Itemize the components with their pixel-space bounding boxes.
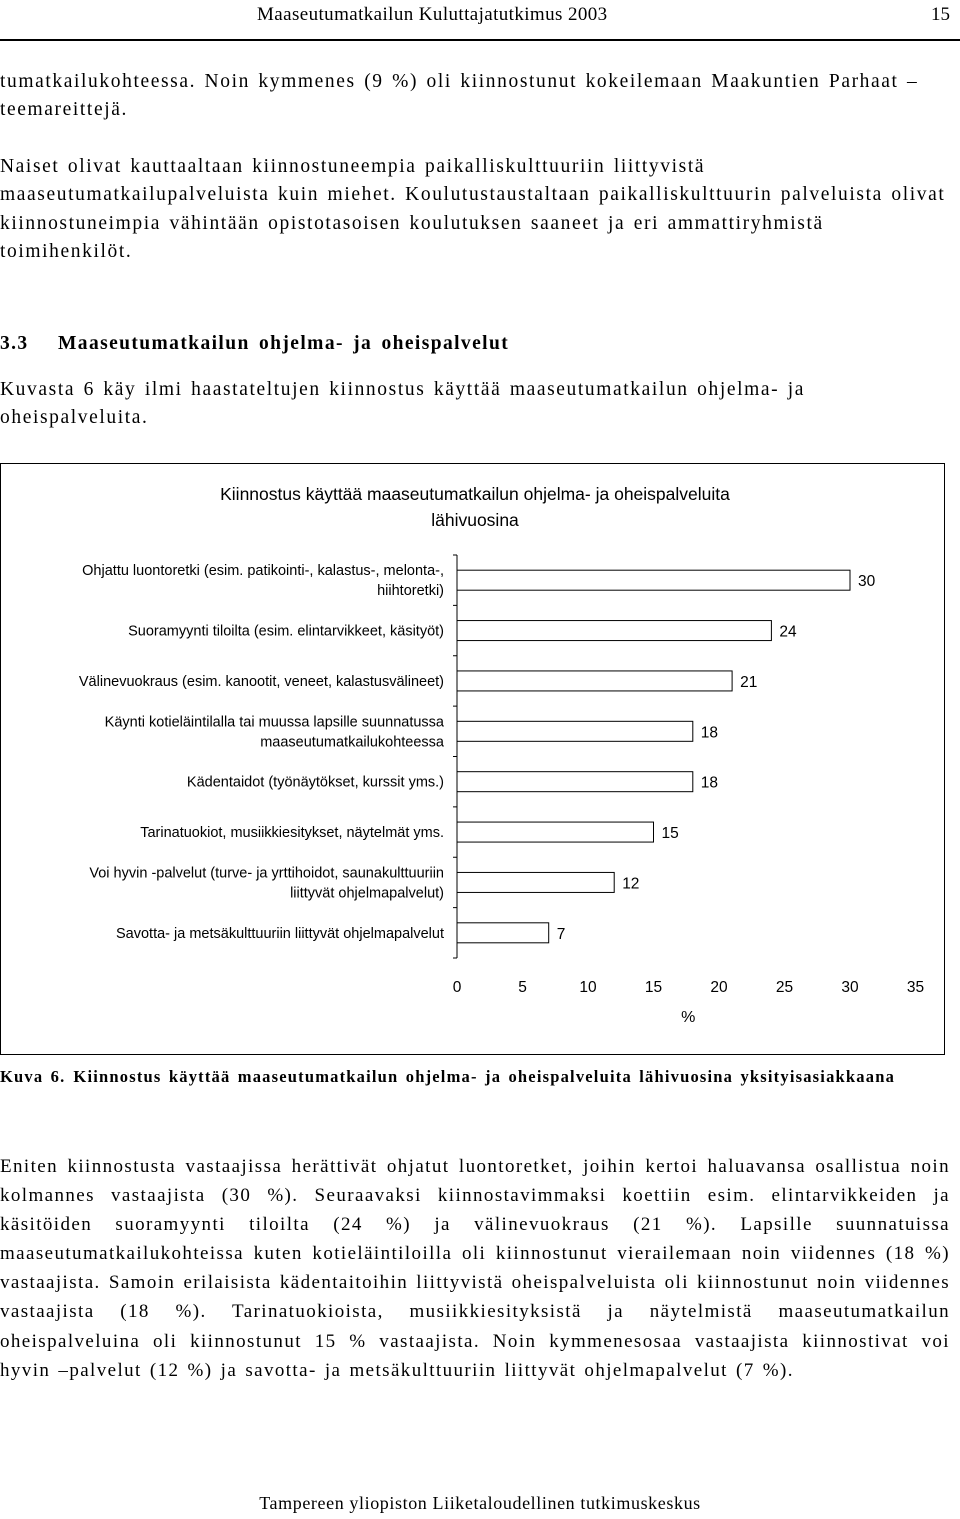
section-number: 3.3 (0, 333, 29, 354)
category-label-3-line-1: Välinevuokraus (esim. kanootit, veneet, kalastusvälineet) (78, 673, 444, 690)
x-tick-label-7: 30 (841, 979, 859, 996)
bar-value-label-2: 24 (779, 623, 797, 641)
body-paragraph: Eniten kiinnostusta vastaajissa herättivät ohjatut luontoretket, joihin kertoi haluavansa osallistua noin kolmannes vastaajista (30 %). Seuraavaksi kiinnostavimmaksi koettiin esim. elintarvikkeiden ja käsitöiden suoramyynti tiloilta (24 %) ja välinevuokraus (21 %). Lapsille suunnatuissa maaseutumatkailukohteissa kuten kotieläintiloilla oli kiinnostunut vierailemaan noin viidennes (18 %) vastaajista. Samoin erilaisista kädentaitoihin liittyvistä oheispalveluista oli kiinnostunut noin viidennes vastaajista (18 %). Tarinatuokioista, musiikkiesityksistä ja näytelmistä maaseutumatkailun oheispalveluina oli kiinnostunut 15 % vastaajista. Noin kymmenesosaa vastaajista kiinnostivat voi hyvin –palvelut (12 %) ja savotta- ja metsäkulttuuriin liittyvät ohjelmapalvelut (7 %). (0, 1156, 950, 1381)
chart-title-line-2: lähivuosina (431, 510, 519, 530)
category-label-1-line-2: hiihtoretki) (377, 583, 444, 600)
header-rule (0, 39, 960, 41)
bar-value-label-6: 15 (661, 825, 679, 843)
running-title: Maaseutumatkailun Kuluttajatutkimus 2003 (257, 4, 608, 25)
bar-value-label-8: 7 (556, 925, 566, 943)
bar-value-label-1: 30 (858, 573, 876, 591)
intro-paragraph-1: tumatkailukohteessa. Noin kymmenes (9 %) oli kiinnostunut kokeilemaan Maakuntien Parhaat –teemareittejä. (0, 71, 919, 121)
bar-1 (457, 570, 850, 590)
category-label-2-line-1: Suoramyynti tiloilta (esim. elintarvikkeet, käsityöt) (128, 623, 444, 640)
x-tick-label-6: 25 (775, 979, 794, 996)
category-label-4-line-2: maaseutumatkailukohteessa (260, 734, 444, 751)
bar-7 (457, 872, 614, 892)
bar-value-label-7: 12 (622, 875, 640, 893)
bar-8 (457, 923, 549, 943)
page-number: 15 (931, 4, 950, 25)
x-tick-label-3: 10 (579, 979, 597, 996)
chart-title-line-1: Kiinnostus käyttää maaseutumatkailun ohjelma- ja oheispalveluita (220, 484, 730, 504)
x-tick-label-8: 35 (906, 979, 925, 996)
section-intro: Kuvasta 6 käy ilmi haastateltujen kiinnostus käyttää maaseutumatkailun ohjelma- ja oheispalveluita. (0, 379, 805, 429)
category-label-4-line-1: Käynti kotieläintilalla tai muussa lapsille suunnatussa (104, 714, 444, 731)
figure-caption (0, 1065, 950, 1089)
page-footer: Tampereen yliopiston Liiketaloudellinen tutkimuskeskus (259, 1493, 701, 1513)
category-label-1-line-1: Ohjattu luontoretki (esim. patikointi-, kalastus-, melonta-, (82, 563, 444, 580)
intro-paragraph-2: Naiset olivat kauttaaltaan kiinnostuneempia paikalliskulttuuriin liittyvistä maaseutumatkailupalveluista kuin miehet. Koulutustaustaltaan paikalliskulttuurin palveluista olivat kiinnostuneimpia vähintään opistotasoisen koulutuksen saaneet ja eri ammattiryhmistä toimihenkilöt. (0, 156, 946, 262)
x-tick-label-5: 20 (710, 979, 728, 996)
x-tick-label-4: 15 (644, 979, 663, 996)
bar-value-label-5: 18 (700, 774, 719, 792)
caption-text: Kiinnostus käyttää maaseutumatkailun ohjelma- ja oheispalveluita lähivuosina yksityisasiakkaana (73, 1067, 896, 1086)
running-header (0, 0, 960, 40)
bar-6 (457, 822, 654, 842)
caption-label: Kuva 6. (0, 1067, 66, 1086)
x-tick-label-2: 5 (518, 979, 527, 996)
x-axis-label: % (681, 1009, 696, 1026)
bar-2 (457, 621, 771, 641)
section-title: Maaseutumatkailun ohjelma- ja oheispalvelut (58, 333, 510, 354)
bar-value-label-4: 18 (700, 724, 719, 742)
category-label-7-line-2: liittyvät ohjelmapalvelut) (290, 885, 444, 902)
bar-3 (457, 671, 732, 691)
bar-4 (457, 721, 693, 741)
bar-value-label-3: 21 (740, 673, 758, 691)
category-label-6-line-1: Tarinatuokiot, musiikkiesitykset, näytelmät yms. (140, 825, 444, 842)
category-label-8-line-1: Savotta- ja metsäkulttuuriin liittyvät ohjelmapalvelut (115, 925, 444, 942)
bar-5 (457, 772, 693, 792)
x-tick-label-1: 0 (452, 979, 462, 996)
bar-chart (0, 463, 945, 1055)
category-label-5-line-1: Kädentaidot (työnäytökset, kurssit yms.) (186, 774, 444, 791)
category-label-7-line-1: Voi hyvin -palvelut (turve- ja yrttihoidot, saunakulttuuriin (89, 865, 444, 882)
section-heading (0, 333, 509, 355)
